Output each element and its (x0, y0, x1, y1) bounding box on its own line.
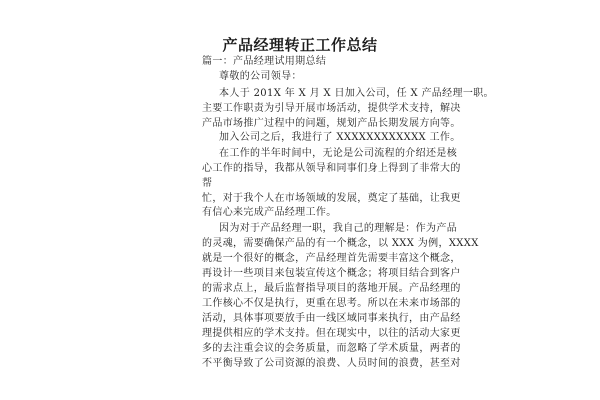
paragraph-line: 本人于 201X 年 X 月 X 日加入公司，任 X 产品经理一职。 (219, 88, 494, 99)
paragraph-line: 的灵魂，需要确保产品的有一个概念，以 XXX 为例，XXXX (202, 238, 479, 249)
paragraph-line: 理提供相应的学术支持。但在现实中，以往的活动大家更 (202, 328, 461, 339)
paragraph-line: 多的去注重会议的会务质量，而忽略了学术质量，两者的 (202, 343, 461, 354)
paragraph-line: 忙，对于我个人在市场领域的发展，奠定了基础，让我更 (202, 193, 461, 204)
paragraph-line: 的需求点上，最后监督指导项目的落地开展。产品经理的 (202, 283, 461, 294)
paragraph-line: 再设计一些项目来包装宣传这个概念；将项目结合到客户 (202, 268, 461, 279)
paragraph-line: 帮 (202, 178, 213, 189)
paragraph-line: 在工作的半年时间中，无论是公司流程的介绍还是核 (219, 148, 458, 159)
paragraph-line: 加入公司之后，我进行了 XXXXXXXXXXXX 工作。 (219, 132, 461, 143)
paragraph-line: 活动，具体事项要放手由一线区域同事来执行，由产品经 (202, 313, 461, 324)
document-title: 产品经理转正工作总结 (222, 36, 378, 54)
paragraph-line: 有信心来完成产品经理工作。 (202, 207, 337, 218)
paragraph-line: 主要工作职责为引导开展市场活动，提供学术支持，解决 (202, 103, 461, 114)
section-heading: 篇一：产品经理试用期总结 (202, 56, 327, 67)
salutation: 尊敬的公司领导： (219, 71, 302, 82)
paragraph-line: 产品市场推广过程中的问题，规划产品长期发展方向等。 (202, 118, 461, 129)
paragraph-line: 心工作的指导，我都从领导和同事们身上得到了非常大的 (202, 163, 461, 174)
paragraph-line: 工作核心不仅是执行，更重在思考。所以在未来市场部的 (202, 298, 461, 309)
paragraph-line: 就是一个很好的概念，产品经理首先需要丰富这个概念， (202, 253, 461, 264)
paragraph-line: 不平衡导致了公司资源的浪费、人员时间的浪费，甚至对 (202, 358, 461, 369)
paragraph-line: 因为对于产品经理一职，我自己的理解是：作为产品 (219, 223, 458, 234)
